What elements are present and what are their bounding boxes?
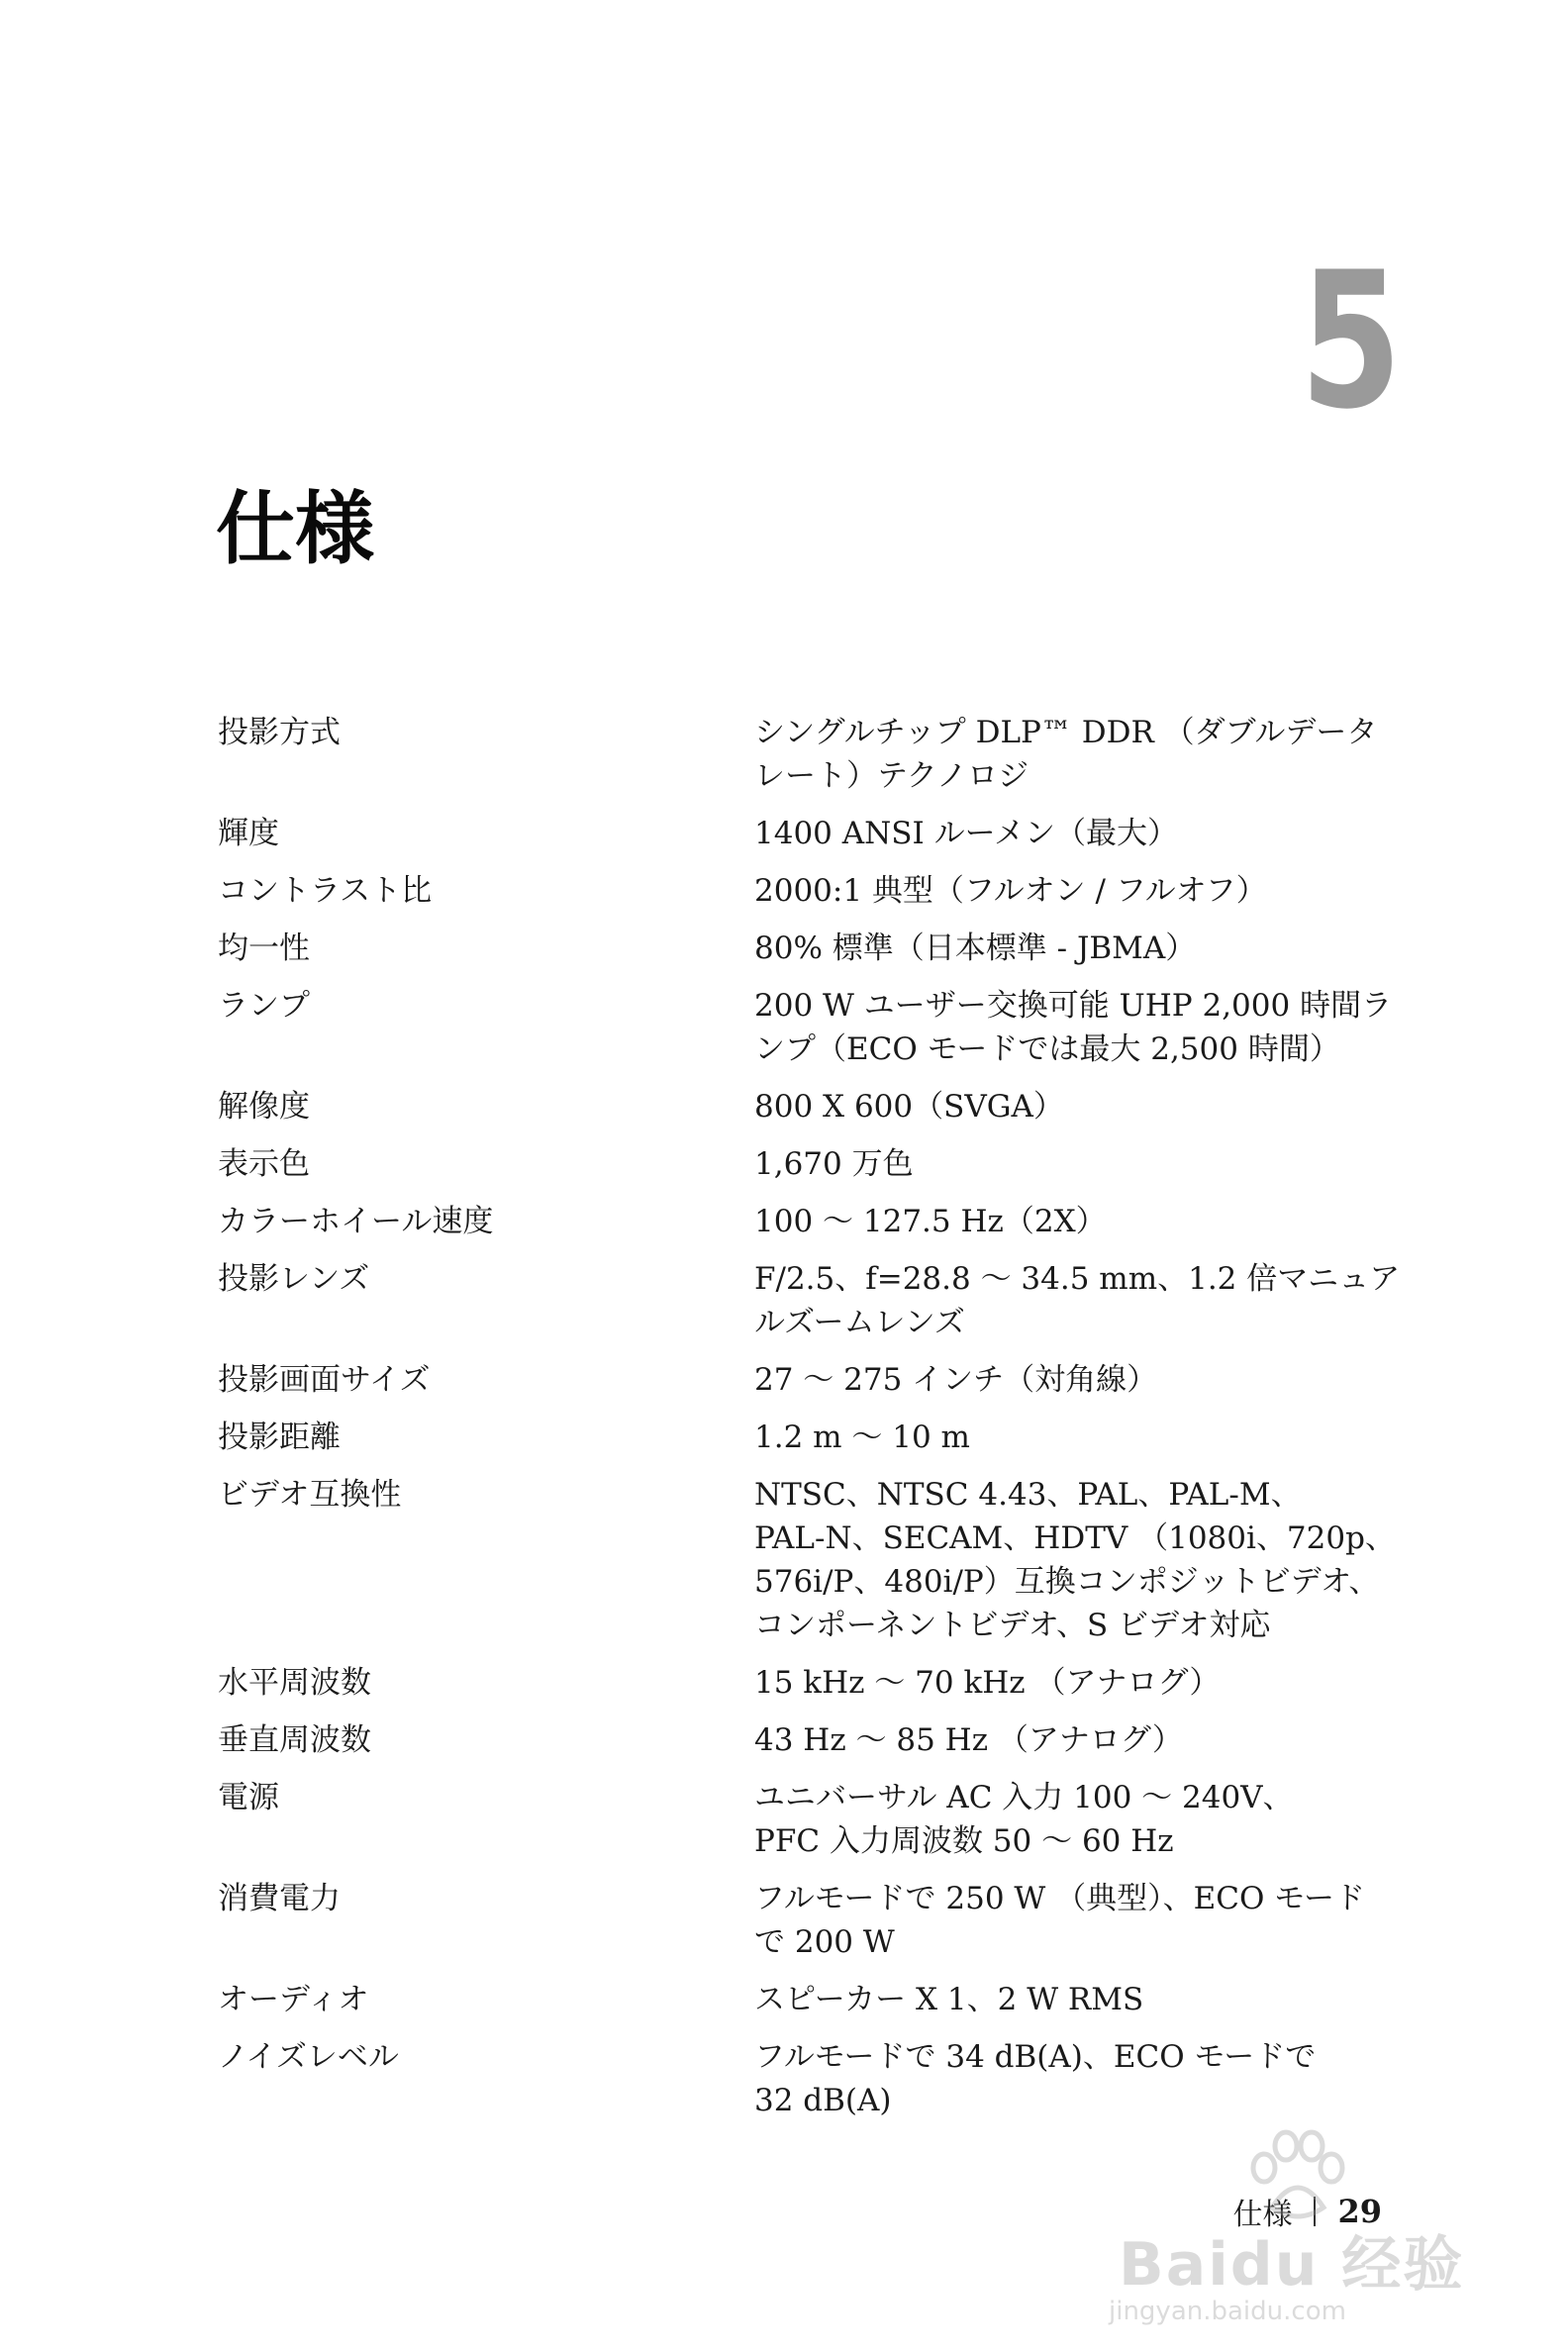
spec-row bbox=[218, 1200, 1416, 1243]
spec-value-line: で 200 W bbox=[754, 1924, 895, 1960]
spec-value bbox=[754, 1718, 1416, 1762]
page-number: 29 bbox=[1337, 2193, 1382, 2230]
spec-value-line: ユニバーサル AC 入力 100 ～ 240V、 bbox=[754, 1780, 1294, 1815]
spec-value-line: 1400 ANSI ルーメン（最大） bbox=[754, 816, 1179, 851]
spec-row bbox=[218, 2035, 1416, 2122]
spec-row bbox=[218, 1142, 1416, 1186]
spec-label: ビデオ互換性 bbox=[218, 1477, 402, 1513]
spec-label: 表示色 bbox=[218, 1146, 310, 1182]
spec-value-line: 43 Hz ～ 85 Hz （アナログ） bbox=[754, 1722, 1183, 1758]
chapter-number: 5 bbox=[1299, 232, 1402, 450]
spec-value-line: PAL-N、SECAM、HDTV （1080i、720p、 bbox=[754, 1520, 1396, 1556]
spec-row bbox=[218, 1661, 1416, 1705]
spec-label: コントラスト比 bbox=[218, 873, 433, 909]
spec-value bbox=[754, 1473, 1416, 1647]
spec-value bbox=[754, 869, 1416, 913]
spec-value-line: 2000:1 典型（フルオン / フルオフ） bbox=[754, 873, 1267, 909]
spec-row bbox=[218, 1257, 1416, 1344]
spec-value-line: 100 ～ 127.5 Hz（2X） bbox=[754, 1204, 1107, 1239]
spec-value-line: フルモードで 34 dB(A)、ECO モードで bbox=[754, 2039, 1317, 2075]
spec-value-line: シングルチップ DLP™ DDR （ダブルデータ bbox=[754, 715, 1378, 750]
spec-label: ノイズレベル bbox=[218, 2039, 399, 2075]
spec-value-line: ルズームレンズ bbox=[754, 1305, 965, 1340]
watermark-url: jingyan.baidu.com bbox=[1109, 2297, 1346, 2326]
spec-label: オーディオ bbox=[218, 1982, 369, 2017]
spec-value bbox=[754, 1978, 1416, 2021]
spec-row bbox=[218, 1085, 1416, 1128]
spec-value-line: NTSC、NTSC 4.43、PAL、PAL-M、 bbox=[754, 1477, 1302, 1513]
spec-value-line: PFC 入力周波数 50 ～ 60 Hz bbox=[754, 1823, 1174, 1859]
spec-value bbox=[754, 2035, 1416, 2122]
spec-value-line: 1,670 万色 bbox=[754, 1146, 914, 1182]
spec-value-line: フルモードで 250 W （典型）、ECO モード bbox=[754, 1881, 1365, 1916]
watermark bbox=[1099, 2128, 1475, 2326]
spec-row bbox=[218, 711, 1416, 798]
page-title: 仕様 bbox=[216, 483, 374, 575]
spec-row bbox=[218, 869, 1416, 913]
spec-label: 投影方式 bbox=[218, 715, 341, 750]
spec-value bbox=[754, 1776, 1416, 1863]
spec-value-line: 27 ～ 275 インチ（対角線） bbox=[754, 1362, 1158, 1398]
spec-label: 電源 bbox=[218, 1780, 279, 1815]
spec-label: 均一性 bbox=[218, 931, 310, 966]
spec-value bbox=[754, 927, 1416, 970]
watermark-brand: Baidu 经验 bbox=[1119, 2230, 1465, 2300]
spec-label: ランプ bbox=[218, 988, 310, 1024]
spec-value bbox=[754, 1085, 1416, 1128]
spec-row bbox=[218, 927, 1416, 970]
spec-label: 消費電力 bbox=[218, 1881, 341, 1916]
spec-value-line: 80% 標準（日本標準 - JBMA） bbox=[754, 931, 1197, 966]
spec-value-line: 15 kHz ～ 70 kHz （アナログ） bbox=[754, 1665, 1221, 1701]
spec-value-line: 1.2 m ～ 10 m bbox=[754, 1420, 970, 1455]
spec-value-line: コンポーネントビデオ、S ビデオ対応 bbox=[754, 1608, 1271, 1643]
spec-value bbox=[754, 711, 1416, 798]
spec-row bbox=[218, 1358, 1416, 1402]
spec-value-line: 576i/P、480i/P）互換コンポジットビデオ、 bbox=[754, 1564, 1380, 1600]
spec-row bbox=[218, 1776, 1416, 1863]
spec-row bbox=[218, 1416, 1416, 1459]
spec-value bbox=[754, 1661, 1416, 1705]
spec-label: 水平周波数 bbox=[218, 1665, 371, 1701]
spec-value-line: 800 X 600（SVGA） bbox=[754, 1089, 1064, 1125]
spec-value-line: スピーカー X 1、2 W RMS bbox=[754, 1982, 1144, 2017]
spec-value-line: F/2.5、f=28.8 ～ 34.5 mm、1.2 倍マニュア bbox=[754, 1261, 1401, 1297]
spec-row bbox=[218, 984, 1416, 1071]
spec-value bbox=[754, 1416, 1416, 1459]
spec-table bbox=[218, 711, 1416, 2136]
spec-row bbox=[218, 1718, 1416, 1762]
spec-label: 解像度 bbox=[218, 1089, 310, 1125]
spec-value bbox=[754, 1257, 1416, 1344]
spec-value bbox=[754, 1200, 1416, 1243]
spec-value-line: 32 dB(A) bbox=[754, 2083, 892, 2118]
spec-value bbox=[754, 984, 1416, 1071]
spec-value bbox=[754, 1358, 1416, 1402]
spec-label: カラーホイール速度 bbox=[218, 1204, 494, 1239]
spec-row bbox=[218, 1877, 1416, 1964]
spec-value bbox=[754, 812, 1416, 855]
spec-row bbox=[218, 812, 1416, 855]
spec-label: 輝度 bbox=[218, 816, 279, 851]
paw-icon bbox=[1242, 2128, 1351, 2227]
spec-label: 投影レンズ bbox=[218, 1261, 370, 1297]
spec-value-line: 200 W ユーザー交換可能 UHP 2,000 時間ラ bbox=[754, 988, 1393, 1024]
spec-row bbox=[218, 1978, 1416, 2021]
spec-label: 投影距離 bbox=[218, 1420, 341, 1455]
spec-value bbox=[754, 1877, 1416, 1964]
spec-value-line: レート）テクノロジ bbox=[754, 758, 1029, 794]
spec-label: 投影画面サイズ bbox=[218, 1362, 431, 1398]
spec-value bbox=[754, 1142, 1416, 1186]
footer-section-title: 仕様 bbox=[1232, 2198, 1293, 2232]
spec-label: 垂直周波数 bbox=[218, 1722, 371, 1758]
spec-value-line: ンプ（ECO モードでは最大 2,500 時間） bbox=[754, 1031, 1340, 1067]
spec-row bbox=[218, 1473, 1416, 1647]
